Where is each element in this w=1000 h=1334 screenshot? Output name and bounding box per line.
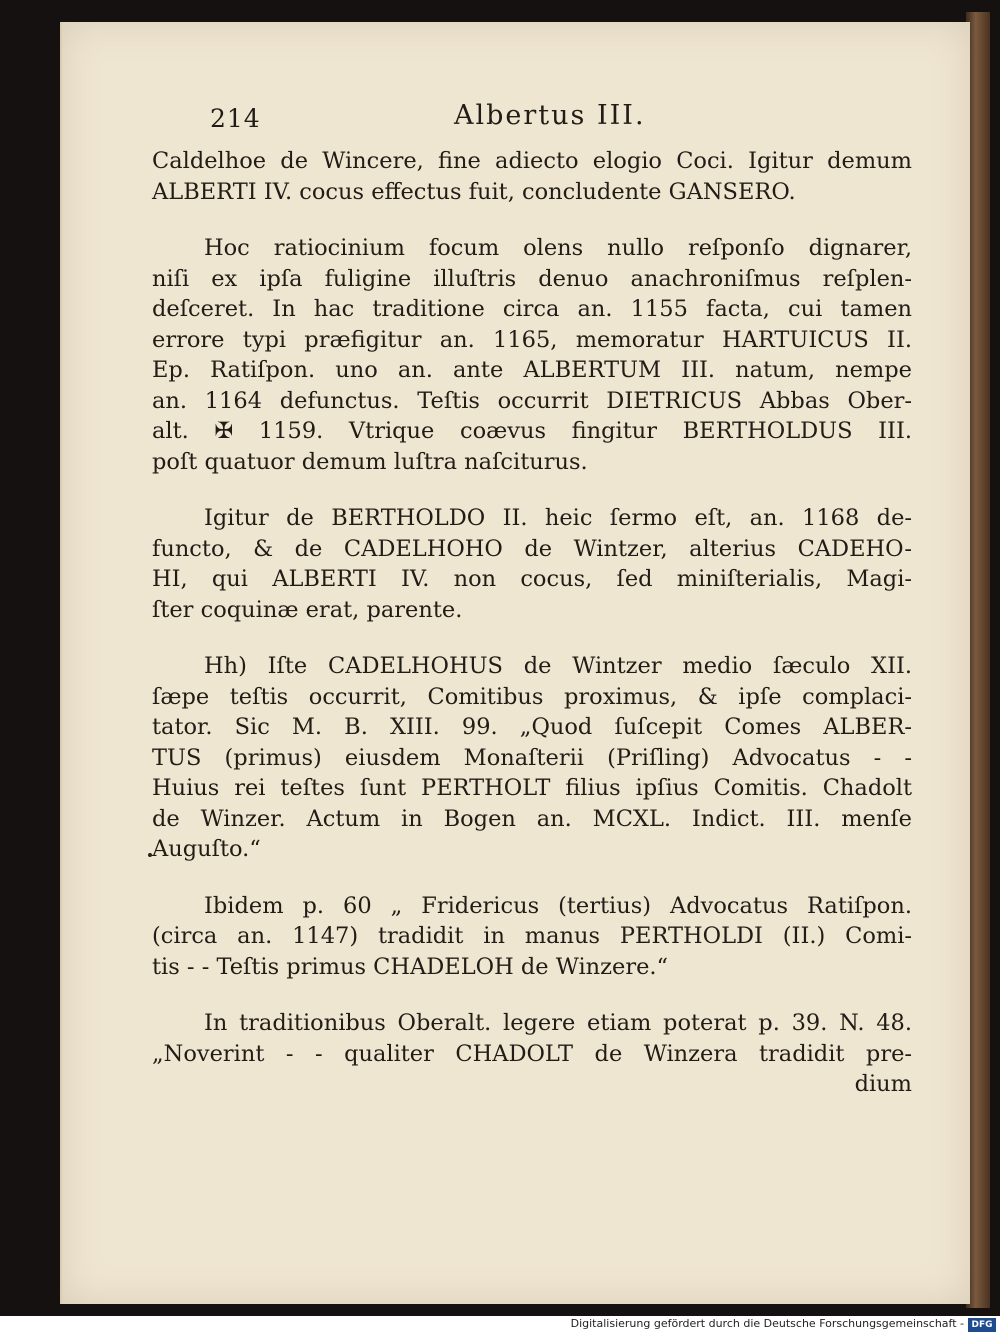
text-line: Ibidem p. 60 „ Fridericus (tertius) Advocatus Ratiſpon. <box>204 892 912 919</box>
text-line: Huius rei teſtes ſunt PERTHOLT filius ipſius Comitis. Chadolt <box>152 775 912 801</box>
dfg-logo: DFG <box>968 1318 996 1332</box>
text-line: poſt quatuor demum luſtra naſciturus. <box>152 448 588 475</box>
text-line: tator. Sic M. B. XIII. 99. „Quod ſuſcepit Comes ALBER- <box>152 714 912 740</box>
text-line: Ep. Ratiſpon. uno an. ante ALBERTUM III. natum, nempe <box>152 357 912 383</box>
text-line: tis - - Teſtis primus CHADELOH de Winzere.“ <box>152 953 669 980</box>
text-line: HI, qui ALBERTI IV. non cocus, ſed miniſterialis, Magi- <box>152 566 912 592</box>
footnote-hh <box>152 651 912 865</box>
text-line: alt. ✠ 1159. Vtrique coævus fingitur BERTHOLDUS III. <box>152 418 912 444</box>
text-line: deſceret. In hac traditione circa an. 1155 facta, cui tamen <box>152 296 912 322</box>
text-line: Auguſto.“ <box>152 836 261 862</box>
page-text <box>152 98 912 1100</box>
paragraph-1 <box>152 146 912 207</box>
text-line: de Winzer. Actum in Bogen an. MCXL. Indict. III. menſe <box>152 805 912 832</box>
text-line: In traditionibus Oberalt. legere etiam poterat p. 39. N. 48. <box>204 1010 912 1036</box>
text-line: an. 1164 defunctus. Teſtis occurrit DIETRICUS Abbas Ober- <box>152 387 912 414</box>
paragraph-2 <box>152 233 912 477</box>
ink-mark <box>148 853 152 857</box>
text-line: Hh) Iſte CADELHOHUS de Wintzer medio ſæculo XII. <box>204 653 912 679</box>
text-line: TUS (primus) eiusdem Monaſterii (Priſling) Advocatus - - <box>152 744 912 771</box>
text-line: ſter coquinæ erat, parente. <box>152 596 463 623</box>
text-line: errore typi præfigitur an. 1165, memoratur HARTUICUS II. <box>152 326 912 353</box>
page-number: 214 <box>210 104 261 133</box>
catchword: dium <box>854 1071 912 1097</box>
running-head: Albertus III. <box>454 100 646 131</box>
digitization-footer <box>0 1316 1000 1334</box>
page-header <box>152 98 912 146</box>
text-line: Caldelhoe de Wincere, fine adiecto elogio Coci. Igitur demum <box>152 148 912 174</box>
text-line: Hoc ratiocinium focum olens nullo reſponſo dignarer, <box>204 235 912 261</box>
paragraph-ibidem <box>152 891 912 983</box>
text-line: (circa an. 1147) tradidit in manus PERTHOLDI (II.) Comi- <box>152 923 912 949</box>
footer-credit: Digitalisierung gefördert durch die Deutsche Forschungsgemeinschaft - <box>570 1317 964 1330</box>
text-line: „Noverint - - qualiter CHADOLT de Winzera tradidit pre- <box>152 1040 912 1067</box>
text-line: ſæpe teſtis occurrit, Comitibus proximus, & ipſe complaci- <box>152 683 912 710</box>
paragraph-oberalt <box>152 1008 912 1100</box>
text-line: functo, & de CADELHOHO de Wintzer, alterius CADEHO- <box>152 535 912 562</box>
text-line: ALBERTI IV. cocus effectus fuit, concludente GANSERO. <box>152 178 796 205</box>
text-line: Igitur de BERTHOLDO II. heic ſermo eſt, an. 1168 de- <box>204 505 912 531</box>
paragraph-3 <box>152 503 912 625</box>
text-line: niſi ex ipſa fuligine illuſtris denuo anachroniſmus reſplen- <box>152 265 912 292</box>
